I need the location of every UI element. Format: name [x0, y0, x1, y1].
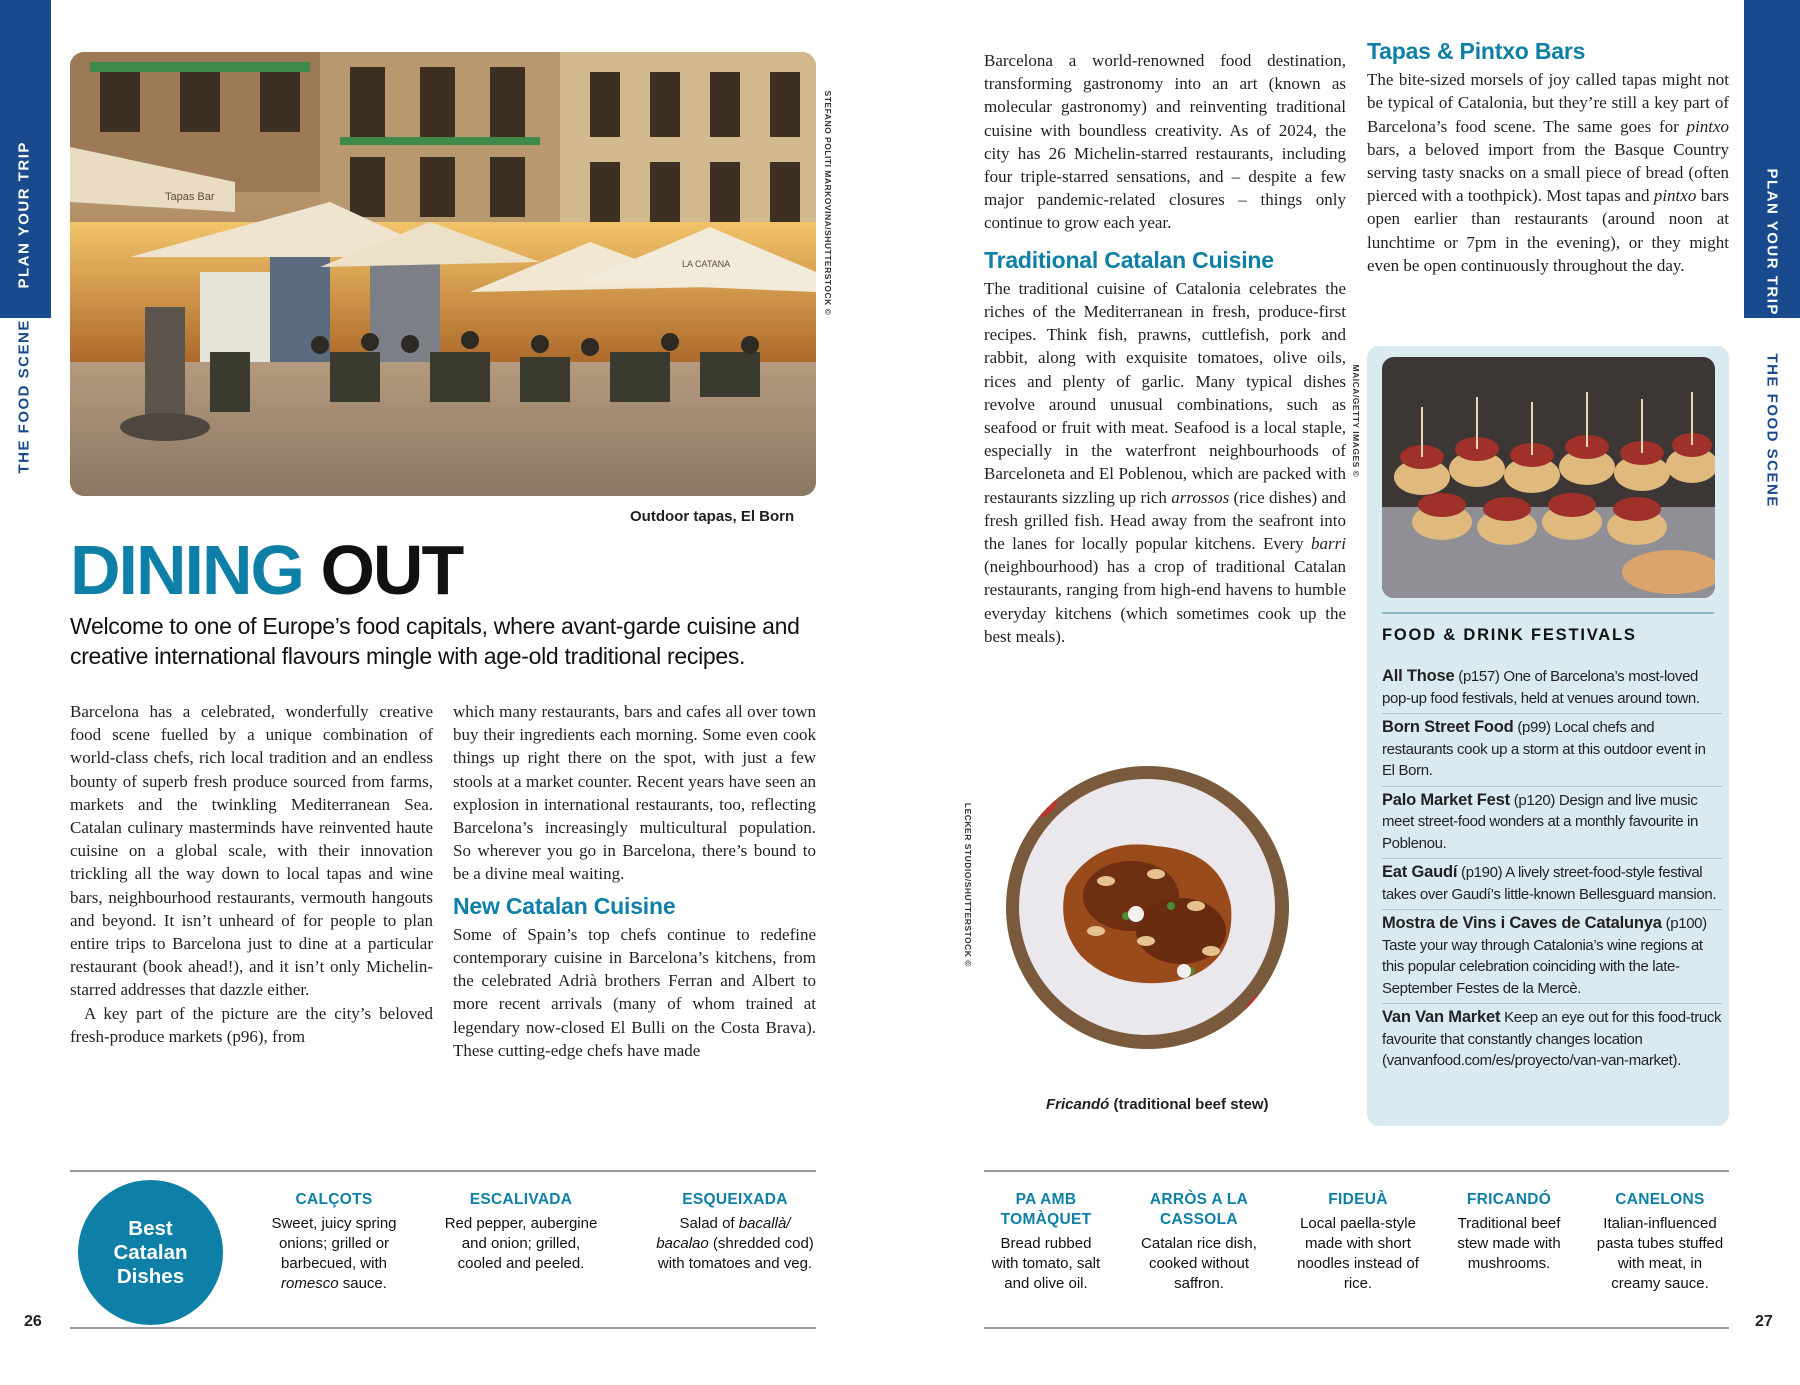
standfirst: Welcome to one of Europe’s food capitals, where avant-garde cuisine and creative international flavours mingle with age-old traditional recipes.	[70, 613, 800, 669]
column-3	[984, 49, 1346, 648]
festival-heading: FOOD & DRINK FESTIVALS	[1382, 612, 1714, 645]
sign-la-catana: LA CATANA	[682, 259, 731, 269]
caption-stew-photo: Fricandó (traditional beef stew)	[1046, 1096, 1269, 1113]
column-4	[1367, 40, 1729, 277]
chapter-label-left: THE FOOD SCENE	[15, 319, 33, 474]
title-out: OUT	[320, 531, 463, 609]
page-number-right: 27	[1755, 1313, 1773, 1330]
page-title	[70, 530, 462, 610]
side-label-right: PLAN YOUR TRIP	[1763, 168, 1781, 316]
bottom-rule-top-right	[984, 1170, 1729, 1172]
festival-item: Eat Gaudí (p190) A lively street-food-style festival takes over Gaudí’s little-known Bellesguard mansion.	[1382, 858, 1722, 909]
em-pintxo-2: pintxo	[1653, 186, 1697, 206]
photo-outdoor-tapas	[70, 52, 816, 496]
festival-item: Van Van Market Keep an eye out for this food-truck favourite that constantly changes location (vanvanfood.com/es/proyecto/van-van-market).	[1382, 1003, 1722, 1076]
col3-paragraph-1: Barcelona a world-renowned food destination, transforming gastronomy into an art (known as molecular gastronomy) and reinventing traditional cuisine with boundless creativity. As of 2024, the city has 26 Michelin-starred restaurants, including four triple-starred sensations, and – despite a few major pandemic-related closures – things only continue to grow each year.	[984, 51, 1346, 233]
dish-esqueixada: ESQUEIXADA Salad of bacallà/ bacalao (shredded cod) with tomatoes and veg.	[656, 1191, 814, 1272]
dish-arros-a-la-cassola: ARRÒS A LA CASSOLA Catalan rice dish, cooked without saffron.	[1141, 1191, 1257, 1292]
bottom-rule-bottom-right	[984, 1327, 1729, 1329]
side-label-left: PLAN YOUR TRIP	[15, 141, 33, 289]
dish-canelons: CANELONS Italian-influenced pasta tubes stuffed with meat, in creamy sauce.	[1596, 1191, 1724, 1292]
col4-paragraph-1: The bite-sized morsels of joy called tapas might not be typical of Catalonia, but they’re still a key part of Barcelona’s food scene. The same goes for pintxo bars, a beloved import from the Basque Country serving tasty snacks on a small piece of bread (often pierced with a toothpick). Most tapas and pintxo bars open earlier than restaurants (around noon at lunchtime or 7pm in the evening), or they might even be open continuously throughout the day.	[1367, 70, 1730, 275]
best-catalan-dishes-badge: Best Catalan Dishes	[78, 1180, 223, 1325]
col3-paragraph-2: The traditional cuisine of Catalonia celebrates the riches of the Mediterranean in fresh, produce-first recipes. Think fish, prawns, cuttlefish, pork and rabbit, along with exquisite tomatoes, olive oils, rices and plenty of garlic. Many typical dishes revolve around unusual combinations, such as seafood or fruit with meat. Seafood is a local staple, especially in the waterfront neighbourhoods of Barceloneta and El Poblenou, which are packed with restaurants sizzling up rich arrossos (rice dishes) and fresh grilled fish. Head away from the seafront into the lanes for locally popular kitchens. Every barri (neighbourhood) has a crop of traditional Catalan restaurants, ranging from high-end havens to humble everyday kitchens (which sometimes cook up the best meals).	[984, 278, 1347, 646]
bottom-rule-bottom-left	[70, 1327, 816, 1329]
festival-item: Mostra de Vins i Caves de Catalunya (p100) Taste your way through Catalonia’s wine regions at this popular celebration coinciding with the late-September Festes de la Mercè.	[1382, 909, 1722, 1003]
festival-list	[1382, 663, 1722, 1076]
em-barri: barri	[1311, 534, 1346, 554]
dish-fideua: FIDEUÀ Local paella-style made with short noodles instead of rice.	[1297, 1191, 1419, 1292]
credit-main-photo: STEFANO POLITI MARKOVINA/SHUTTERSTOCK ©	[823, 90, 833, 316]
caption-main-photo: Outdoor tapas, El Born	[630, 508, 795, 525]
page-number-left: 26	[24, 1313, 42, 1330]
col1-paragraph-1: Barcelona has a celebrated, wonderfully creative food scene fuelled by a unique combination of world-class chefs, rich local tradition and an endless bounty of superb fresh produce sourced from farms, markets and the twinkling Mediterranean Sea. Catalan culinary masterminds have reinvented haute cuisine on a global scale, with their innovation trickling all the way down to local tapas and wine bars, neighbourhood restaurants, vermouth hangouts and beyond. It isn’t unheard of for people to plan entire trips to Barcelona just to dine at a particular restaurant (book ahead!), and it isn’t only Michelin-starred addresses that dazzle either.	[70, 702, 433, 1000]
festival-item: Born Street Food (p99) Local chefs and restaurants cook up a storm at this outdoor event in El Born.	[1382, 713, 1722, 786]
heading-traditional-catalan: Traditional Catalan Cuisine	[984, 246, 1274, 273]
col2-paragraph-1: which many restaurants, bars and cafes all over town buy their ingredients each morning. Some even cook things up right there on the spot, with just a few stools at a market counter. Recent years have seen an explosion in international restaurants, too, reflecting Barcelona’s increasingly multicultural population. So wherever you go in Barcelona, there’s bound to be a divine meal waiting.	[453, 702, 816, 884]
bottom-rule-top-left	[70, 1170, 816, 1172]
dish-escalivada: ESCALIVADA Red pepper, aubergine and onion; grilled, cooled and peeled.	[444, 1191, 598, 1272]
col1-paragraph-2: A key part of the picture are the city’s beloved fresh-produce markets (p96), from	[70, 1003, 433, 1046]
title-dining: DINING	[70, 531, 303, 609]
photo-pintxos	[1382, 357, 1715, 598]
col2-paragraph-2: Some of Spain’s top chefs continue to redefine contemporary cuisine in Barcelona’s kitchens, from the celebrated Adrià brothers Ferran and Albert to more recent arrivals (many of whom trained at legendary now-closed El Bulli on the Costa Brava). These cutting-edge chefs have made	[453, 924, 816, 1060]
heading-tapas-pintxo: Tapas & Pintxo Bars	[1367, 38, 1586, 64]
festival-item: All Those (p157) One of Barcelona’s most-loved pop-up food festivals, held at venues around town.	[1382, 667, 1700, 707]
photo-fricando	[1006, 766, 1289, 1049]
sign-tapas-bar: Tapas Bar	[165, 191, 215, 203]
heading-new-catalan: New Catalan Cuisine	[453, 892, 676, 919]
caption-stew-em: Fricandó	[1046, 1096, 1110, 1113]
chapter-label-right: THE FOOD SCENE	[1763, 353, 1781, 508]
dish-calcots: CALÇOTS Sweet, juicy spring onions; grilled or barbecued, with romesco sauce.	[271, 1191, 397, 1292]
credit-stew-photo: LECKER STUDIO/SHUTTERSTOCK ©	[963, 802, 973, 968]
column-2	[453, 700, 816, 1062]
credit-pintxo-photo: MAICA/GETTY IMAGES ©	[1351, 364, 1361, 478]
dish-fricando: FRICANDÓ Traditional beef stew made with mushrooms.	[1457, 1191, 1561, 1272]
dish-pa-amb-tomaquet: PA AMB TOMÀQUET Bread rubbed with tomato, salt and olive oil.	[991, 1191, 1101, 1292]
em-arrossos: arrossos	[1171, 487, 1230, 507]
em-pintxo-1: pintxo	[1686, 116, 1730, 136]
festival-item: Palo Market Fest (p120) Design and live music meet street-food wonders at a monthly favourite in Poblenou.	[1382, 786, 1722, 859]
column-1	[70, 700, 433, 1048]
